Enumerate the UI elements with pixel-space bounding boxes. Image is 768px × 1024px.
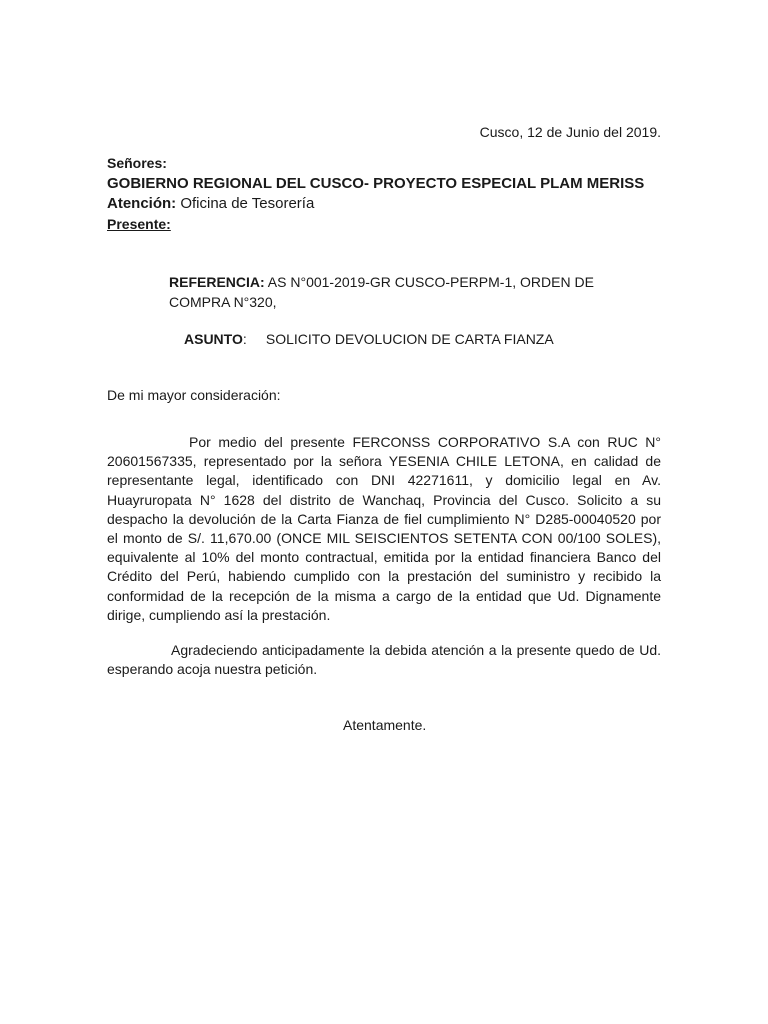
presente-label: Presente: [107, 216, 171, 232]
subject-label: ASUNTO [184, 331, 243, 347]
recipient-name: GOBIERNO REGIONAL DEL CUSCO- PROYECTO ESPECIAL PLAM MERISS [107, 175, 645, 192]
reference-label: REFERENCIA: [169, 274, 265, 290]
closing: Atentamente. [343, 717, 427, 733]
attention-value: Oficina de Tesorería [180, 195, 315, 212]
attention-line [107, 194, 314, 213]
greeting: De mi mayor consideración: [107, 387, 281, 403]
body-paragraph-1: Por medio del presente FERCONSS CORPORATIVO S.A con RUC N° 20601567335, representado por la señora YESENIA CHILE LETONA, en calidad de representante legal, identificado con DNI 42271611, y domicilio legal en Av. Huayruropata N° 1628 del distrito de Wanchaq, Provincia del Cusco. Solicito a su despacho la devolución de la Carta Fianza de fiel cumplimiento N° D285-00040520 por el monto de S/. 11,670.00 (ONCE MIL SEISCIENTOS SETENTA CON 00/100 SOLES), equivalente al 10% del monto contractual, emitida por la entidad financiera Banco del Crédito del Perú, habiendo cumplido con la prestación del suministro y recibido la conformidad de la recepción de la misma a cargo de la entidad que Ud. Dignamente dirige, cumpliendo así la prestación. [107, 434, 661, 623]
reference-line [169, 272, 653, 312]
salutation-heading: Señores: [107, 155, 167, 171]
letter-date: Cusco, 12 de Junio del 2019. [479, 124, 661, 140]
subject-separator: : [242, 331, 247, 347]
body-paragraph-2: Agradeciendo anticipadamente la debida atención a la presente quedo de Ud. esperando acoja nuestra petición. [107, 642, 661, 678]
subject-value: SOLICITO DEVOLUCION DE CARTA FIANZA [265, 331, 554, 347]
subject-line [184, 330, 554, 348]
attention-label: Atención: [107, 195, 177, 212]
reference-value: AS N°001-2019-GR CUSCO-PERPM-1, ORDEN DE COMPRA N°320, [169, 274, 594, 310]
